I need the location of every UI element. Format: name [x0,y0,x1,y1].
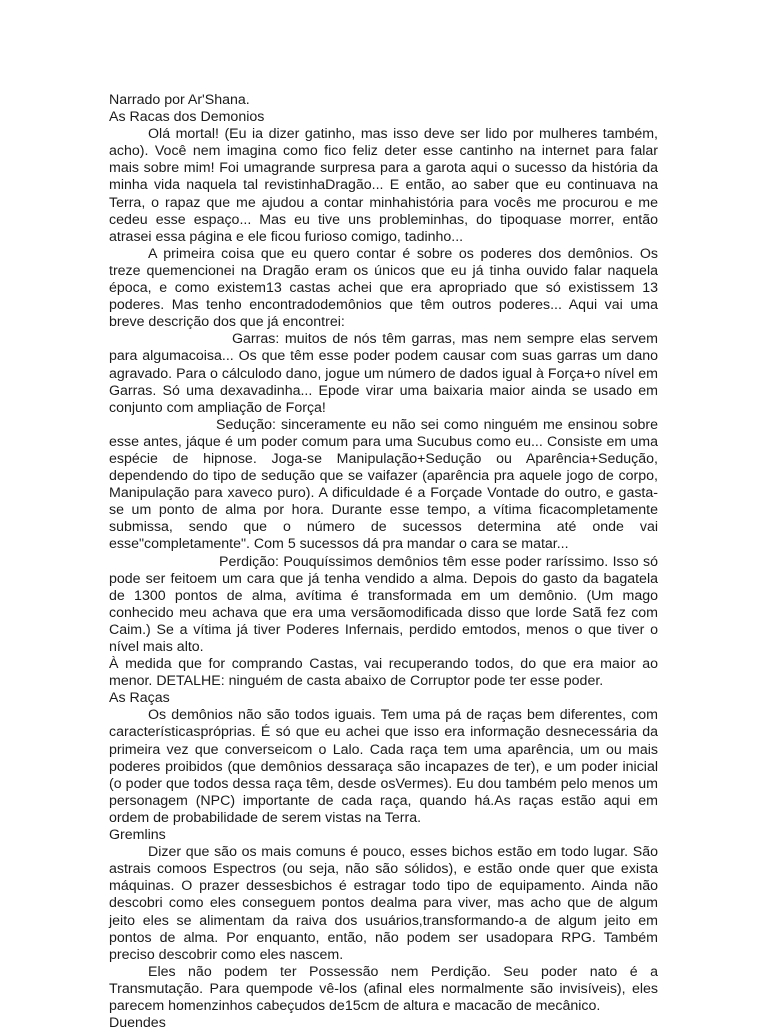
paragraph-intro: Olá mortal! (Eu ia dizer gatinho, mas isso deve ser lido por mulheres também, acho). Você nem imagina como fico feliz deter esse cantinho na internet para falar mais sobre mim! Foi umagrande surpresa para a garota aqui o sucesso da história da minha vida naquela tal revistinhaDragão... E então, ao saber que eu continuava na Terra, o rapaz que me ajudou a contar minhahistória para vocês me procurou e me cedeu esse espaço... Mas eu tive uns probleminhas, do tipoquase morrer, então atrasei essa página e ele ficou furioso comigo, tadinho... [109,126,658,245]
paragraph-castas: À medida que for comprando Castas, vai recuperando todos, do que era maior ao menor. DETALHE: ninguém de casta abaixo de Corruptor pode ter esse poder. [109,656,658,690]
heading-gremlins: Gremlins [109,827,166,844]
paragraph-seducao: Sedução: sinceramente eu não sei como ninguém me ensinou sobre esse antes, jáque é um poder comum para uma Sucubus como eu... Consiste em uma espécie de hipnose. Joga-se Manipulação+Sedução ou Aparência+Sedução, dependendo do tipo de sedução que se vaifazer (aparência pra aquele jogo de corpo, Manipulação para xaveco puro). A dificuldade é a Forçade Vontade do outro, e gasta-se um ponto de alma por hora. Durante esse tempo, a vítima ficacompletamente submissa, sendo que o número de sucessos determina até onde vai esse"completamente". Com 5 sucessos dá pra mandar o cara se matar... [109,416,658,553]
narrator-line: Narrado por Ar'Shana. [109,92,250,108]
paragraph-poderes: A primeira coisa que eu quero contar é sobre os poderes dos demônios. Os treze quemencionei na Dragão eram os únicos que eu já tinha ouvido falar naquela época, e como existem13 castas achei que era apropriado que só existissem 13 poderes. Mas tenho encontradodemônios que têm outros poderes... Aqui vai uma breve descrição dos que já encontrei: [109,245,658,331]
paragraph-racas: Os demônios não são todos iguais. Tem uma pá de raças bem diferentes, com característicaspróprias. É só que eu achei que isso era informação desnecessária da primeira vez que converseicom o Lalo. Cada raça tem uma aparência, um ou mais poderes proibidos (que demônios dessaraça são incapazes de ter), e um poder inicial (o poder que todos dessa raça têm, desde osVermes). Eu dou também pelo menos um personagem (NPC) importante de cada raça, quando há.As raças estão aqui em ordem de probabilidade de serem vistas na Terra. [109,707,658,826]
heading-duendes: Duendes [109,1015,166,1032]
paragraph-gremlins-1: Dizer que são os mais comuns é pouco, esses bichos estão em todo lugar. São astrais comoos Espectros (ou seja, não são sólidos), e estão onde quer que exista máquinas. O prazer dessesbichos é estragar todo tipo de equipamento. Ainda não descobri como eles conseguem pontos dealma para viver, mas acho que de algum jeito eles se alimentam da raiva dos usuários,transformando-a de algum jeito em pontos de alma. Por enquanto, então, não podem ser usadopara RPG. Também preciso descobrir como eles nascem. [109,844,658,963]
document-body [109,92,658,1032]
document-title: As Racas dos Demonios [109,109,265,126]
heading-racas: As Raças [109,690,170,707]
paragraph-perdicao: Perdição: Pouquíssimos demônios têm esse poder raríssimo. Isso só pode ser feitoem um cara que já tenha vendido a alma. Depois do gasto da bagatela de 1300 pontos de alma, avítima é transformada em um demônio. (Um mago conhecido meu achava que era uma versãomodificada disso que lorde Satã fez com Caim.) Se a vítima já tiver Poderes Infernais, perdido emtodos, menos o que tiver o nível mais alto. [109,553,658,655]
paragraph-garras: Garras: muitos de nós têm garras, mas nem sempre elas servem para algumacoisa... Os que têm esse poder podem causar com suas garras um dano agravado. Para o cálculodo dano, jogue um número de dados igual à Força+o nível em Garras. Só uma dexavadinha... Epode virar uma baixaria maior ainda se usado em conjunto com ampliação de Força! [109,331,658,416]
paragraph-gremlins-2: Eles não podem ter Possessão nem Perdição. Seu poder nato é a Transmutação. Para quempode vê-los (afinal eles normalmente são invisíveis), eles parecem homenzinhos cabeçudos de15cm de altura e macacão de mecânico. [109,963,658,1014]
